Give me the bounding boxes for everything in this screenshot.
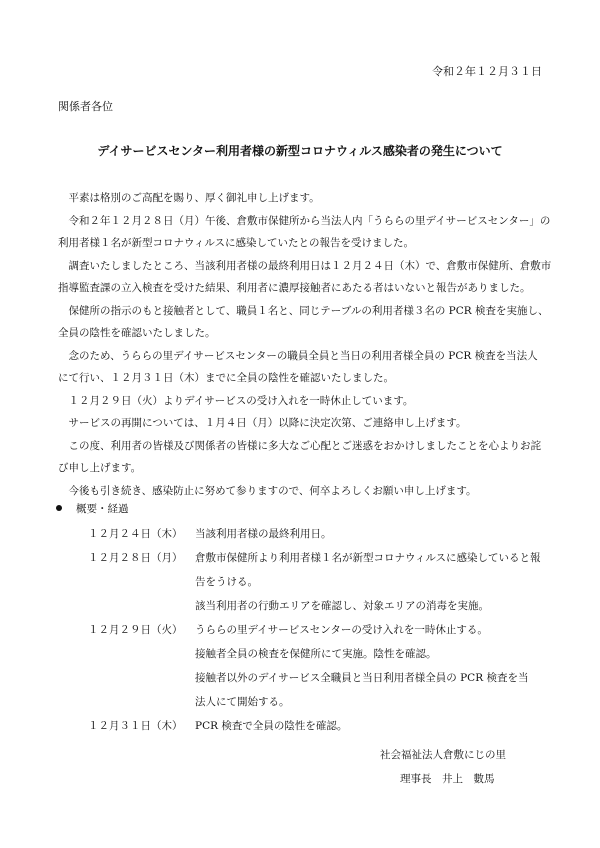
timeline-description [195, 714, 556, 738]
timeline-description [195, 546, 556, 618]
body-line: １２月２９日（火）よりデイサービスの受け入れを一時休止しています。 [58, 394, 414, 407]
body-line: 念のため、うららの里デイサービスセンターの職員全員と当日の利用者様全員の PCR 検査を当法人 [58, 349, 538, 362]
timeline-date: １２月２４日（木） [88, 528, 183, 540]
document-title: デイサービスセンター利用者様の新型コロナウィルス感染者の発生について [97, 144, 503, 158]
signature-name: 理事長 井上 數馬 [400, 773, 495, 785]
body-line: 利用者様１名が新型コロナウィルスに感染していたとの報告を受けました。 [58, 237, 415, 249]
recipient: 関係者各位 [58, 100, 113, 113]
timeline-line: 倉敷市保健所より利用者様１名が新型コロナウィルスに感染していると報 [195, 552, 541, 564]
body-line: 平素は格別のご高配を賜り、厚く御礼申し上げます。 [58, 192, 320, 204]
bullet-icon [56, 505, 62, 511]
document-date: 令和２年１２月３１日 [432, 65, 542, 78]
timeline-line: 接触者以外のデイサービス全職員と当日利用者様全員の PCR 検査を当 [195, 672, 529, 684]
timeline-line: うららの里デイサービスセンターの受け入れを一時休止する。 [195, 624, 488, 636]
timeline-line: 当該利用者様の最終利用日。 [195, 528, 332, 540]
timeline-entry [56, 714, 556, 738]
body-line: にて行い、１２月３１日（木）までに全員の陰性を確認いたしました。 [58, 372, 394, 384]
outline-heading-row [56, 498, 556, 518]
timeline-description [195, 522, 556, 546]
timeline-date: １２月２９日（火） [88, 624, 183, 636]
signature-block [380, 743, 506, 791]
body-line: 指導監査課の立入検査を受けた結果、利用者に濃厚接触者にあたる者はいないと報告がありました。 [58, 282, 531, 294]
signature-org: 社会福祉法人倉敷にじの里 [380, 749, 506, 761]
body-text [58, 187, 558, 502]
outline-heading: 概要・経過 [76, 502, 129, 515]
body-line: この度、利用者の皆様及び関係者の皆様に多大なご心配とご迷惑をおかけしましたことを心よりお詫 [58, 439, 541, 452]
timeline-entry [56, 522, 556, 546]
body-line: 令和２年１２月２８日（月）午後、倉敷市保健所から当法人内「うららの里デイサービスセンター」の [58, 214, 551, 227]
body-line: び申し上げます。 [58, 462, 142, 474]
timeline-date: １２月２８日（月） [88, 552, 183, 564]
body-line: 保健所の指示のもと接触者として、職員１名と、同じテーブルの利用者様３名の PCR 検査を実施し、 [58, 304, 549, 317]
body-line: 今後も引き続き、感染防止に努めて参りますので、何卒よろしくお願い申し上げます。 [58, 484, 477, 497]
timeline-line: 法人にて開始する。 [195, 696, 290, 708]
outline-section [56, 498, 556, 738]
body-line: サービスの再開については、１月４日（月）以降に決定次第、ご連絡申し上げます。 [58, 417, 467, 429]
body-line: 全員の陰性を確認いたしました。 [58, 327, 216, 339]
timeline-entry [56, 546, 556, 618]
timeline-description [195, 618, 556, 714]
timeline-line: PCR 検査で全員の陰性を確認。 [195, 720, 348, 732]
timeline-list [56, 522, 556, 738]
timeline-line: 接触者全員の検査を保健所にて実施。陰性を確認。 [195, 648, 437, 660]
timeline-entry [56, 618, 556, 714]
body-line: 調査いたしましたところ、当該利用者様の最終利用日は１２月２４日（木）で、倉敷市保健所、倉敷市 [58, 259, 552, 272]
timeline-date: １２月３１日（木） [88, 720, 183, 732]
timeline-line: 告をうける。 [195, 576, 258, 588]
timeline-line: 該当利用者の行動エリアを確認し、対象エリアの消毒を実施。 [195, 600, 489, 612]
